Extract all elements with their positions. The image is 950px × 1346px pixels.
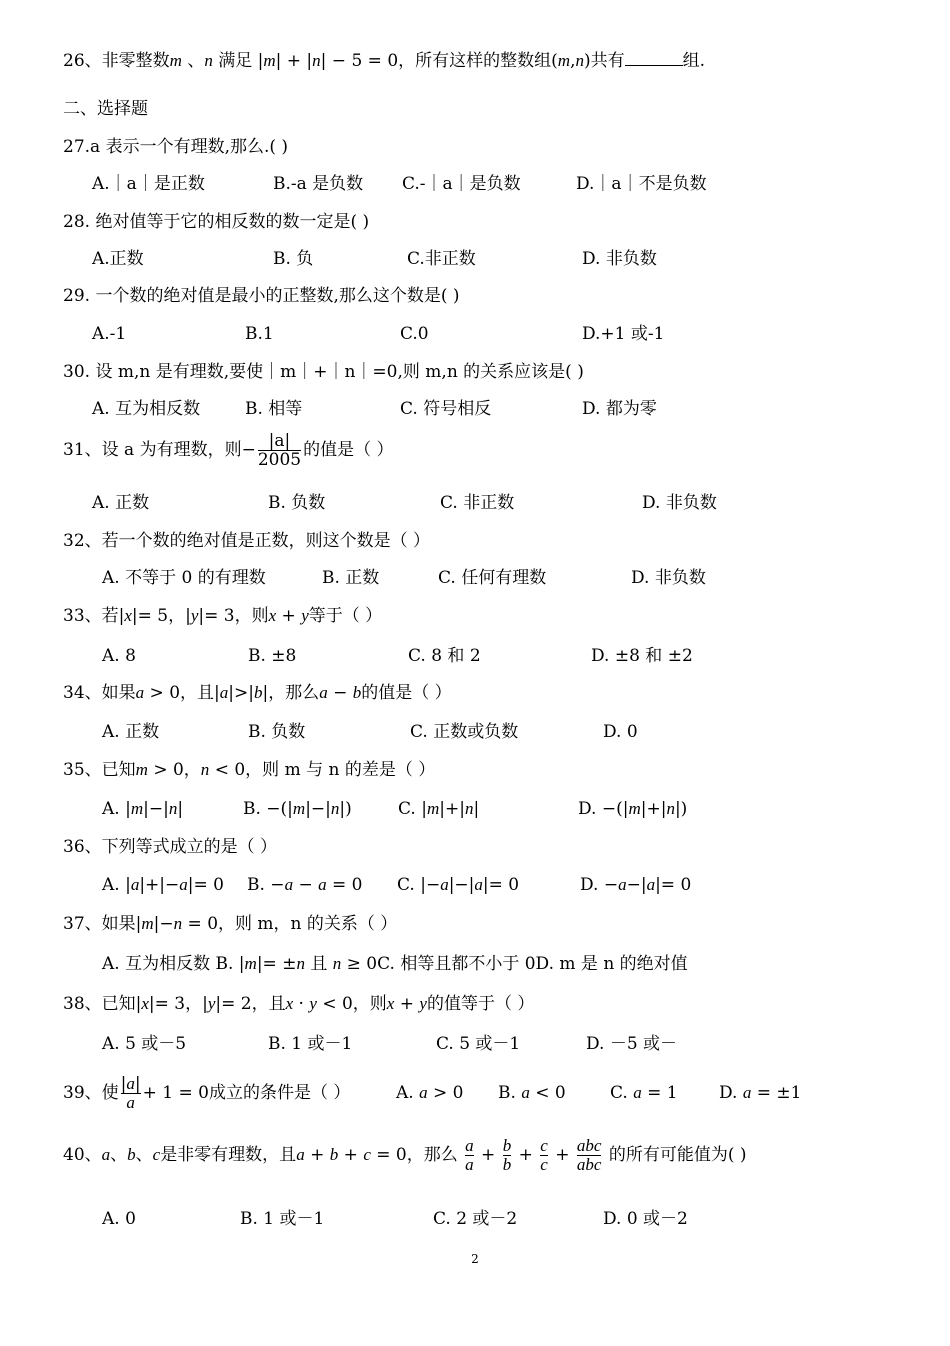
option-d[interactable]: D. 都为零 xyxy=(582,399,657,419)
option-d[interactable]: D.+1 或-1 xyxy=(582,324,665,344)
option-d[interactable]: D. −(|m|+|n|) xyxy=(578,799,688,819)
question-27-stem: 27.a 表示一个有理数,那么.( ) xyxy=(63,137,289,157)
option-a[interactable]: A. 0 xyxy=(102,1209,136,1229)
option-label: A. 互为相反数 B. xyxy=(102,954,234,974)
q38-text: ，且 xyxy=(251,994,286,1014)
q40-text: 的所有可能值为( ) xyxy=(608,1145,747,1165)
option-b[interactable]: B. −a − a = 0 xyxy=(247,875,363,895)
option-d[interactable]: D. 非负数 xyxy=(642,493,717,513)
fraction xyxy=(121,1075,141,1112)
math: a > 0 xyxy=(135,683,181,703)
q35-text: ，则 m 与 n 的差是（ ） xyxy=(245,760,436,780)
math: x + y xyxy=(386,994,427,1014)
option-a[interactable]: A.正数 xyxy=(92,249,144,269)
option-label: C. 相等且都不小于 0D. m 是 n 的绝对值 xyxy=(377,954,688,974)
math: m xyxy=(169,51,182,70)
q34-text: 的值是（ ） xyxy=(361,683,452,703)
option-a-b[interactable]: A. 互为相反数 B. |m|= ±n 且 n ≥ 0C. 相等且都不小于 0D. m 是 n 的绝对值 xyxy=(102,954,688,974)
option-label: B. xyxy=(247,875,265,895)
q35-text: ， xyxy=(183,760,201,780)
option-d[interactable]: D. a = ±1 xyxy=(719,1083,802,1103)
option-c[interactable]: C.0 xyxy=(400,324,429,344)
math: |a|>|b| xyxy=(214,683,269,703)
option-a[interactable]: A. 正数 xyxy=(92,493,150,513)
option-a[interactable]: A. 8 xyxy=(102,646,136,666)
option-c[interactable]: C.非正数 xyxy=(407,249,476,269)
option-label: D. xyxy=(719,1083,738,1103)
option-a[interactable]: A. 不等于 0 的有理数 xyxy=(102,568,266,588)
option-d[interactable]: D. 0 或－2 xyxy=(603,1209,688,1229)
option-c[interactable]: C. 任何有理数 xyxy=(438,568,547,588)
fraction xyxy=(258,432,301,469)
math: x + y xyxy=(268,606,309,626)
fraction xyxy=(540,1137,548,1174)
option-label: C. xyxy=(397,875,415,895)
math: + 1 = 0 xyxy=(142,1083,209,1103)
numerator: |a| xyxy=(268,431,291,451)
question-32-stem: 32、若一个数的绝对值是正数，则这个数是（ ） xyxy=(63,531,431,551)
q37-text: 37、如果 xyxy=(63,914,136,934)
q33-text: ，则 xyxy=(234,606,269,626)
q38-text: ，则 xyxy=(352,994,387,1014)
option-d[interactable]: D. 0 xyxy=(603,722,638,742)
question-30-stem: 30. 设 m,n 是有理数,要使｜m｜+｜n｜=0,则 m,n 的关系应该是( ) xyxy=(63,362,584,382)
option-b[interactable]: B. 相等 xyxy=(245,399,303,419)
math: |m|−n = 0 xyxy=(135,914,219,934)
option-b[interactable]: B.-a 是负数 xyxy=(273,174,364,194)
q33-text: 33、若 xyxy=(63,606,119,626)
q40-text: 40、 xyxy=(63,1145,102,1165)
math: m > 0 xyxy=(135,760,184,780)
fraction xyxy=(465,1137,474,1174)
option-d[interactable]: D. 非负数 xyxy=(631,568,706,588)
numerator: abc xyxy=(576,1136,602,1155)
q35-text: 35、已知 xyxy=(63,760,136,780)
denominator: c xyxy=(540,1155,548,1174)
q31-text: 31、设 a 为有理数，则 xyxy=(63,440,242,460)
question-38-stem xyxy=(63,993,950,1015)
math: |y|= 3 xyxy=(185,606,235,626)
math: |x|= 5 xyxy=(118,606,169,626)
option-c[interactable]: C. 符号相反 xyxy=(400,399,492,419)
option-a[interactable]: A.｜a｜是正数 xyxy=(92,174,205,194)
option-b[interactable]: B. −(|m|−|n|) xyxy=(243,799,352,819)
option-b[interactable]: B. 负 xyxy=(273,249,314,269)
option-a[interactable]: A.-1 xyxy=(92,324,127,344)
numerator: a xyxy=(465,1136,474,1155)
math: n < 0 xyxy=(200,760,246,780)
option-label: D. xyxy=(580,875,599,895)
q40-text: 是非零有理数，且 xyxy=(160,1145,297,1165)
section-heading: 二、选择题 xyxy=(63,99,148,119)
math: a + b + c = 0 xyxy=(296,1145,407,1165)
option-b[interactable]: B. 1 或－1 xyxy=(240,1209,325,1229)
numerator: c xyxy=(540,1136,548,1155)
option-c[interactable]: C. |m|+|n| xyxy=(398,799,480,819)
option-c[interactable]: C. 5 或－1 xyxy=(436,1034,521,1054)
option-b[interactable]: B. a < 0 xyxy=(498,1083,566,1103)
option-c[interactable]: C. |−a|−|a|= 0 xyxy=(397,875,520,895)
question-26: 26、非零整数m 、n 满足 |m| + |n| − 5 = 0，所有这样的整数组(m,n)共有 组. xyxy=(63,51,706,71)
option-b[interactable]: B. 负数 xyxy=(248,722,306,742)
option-b[interactable]: B.1 xyxy=(245,324,274,344)
question-33-stem xyxy=(63,605,950,627)
option-label: D. xyxy=(578,799,597,819)
denominator: a xyxy=(465,1155,474,1174)
q33-text: ， xyxy=(168,606,186,626)
q26-text: 26、非零整数 xyxy=(63,51,170,71)
option-a[interactable]: A. a > 0 xyxy=(396,1083,464,1103)
q26-text: 组. xyxy=(682,51,706,71)
q26-text: 共有 xyxy=(590,51,625,71)
math: |m| + |n| − 5 = 0 xyxy=(252,51,399,71)
option-b[interactable]: B. ±8 xyxy=(248,646,297,666)
q26-text: ，所有这样的整数组 xyxy=(398,51,552,71)
option-a[interactable]: A. 正数 xyxy=(102,722,160,742)
question-28-stem: 28. 绝对值等于它的相反数的数一定是( ) xyxy=(63,212,370,232)
math: |y|= 2 xyxy=(202,994,252,1014)
q34-text: ，那么 xyxy=(268,683,320,703)
numerator: b xyxy=(502,1136,512,1155)
option-label: A. xyxy=(102,875,120,895)
numerator: |a| xyxy=(120,1074,141,1094)
answer-blank[interactable] xyxy=(625,49,683,66)
math: x · y < 0 xyxy=(285,994,353,1014)
option-a[interactable]: A. 互为相反数 xyxy=(92,399,201,419)
option-b[interactable]: B. 1 或－1 xyxy=(268,1034,353,1054)
math: a − b xyxy=(319,683,362,703)
denominator: 2005 xyxy=(257,450,302,470)
math: (m,n) xyxy=(551,51,591,71)
option-c[interactable]: C. 非正数 xyxy=(440,493,515,513)
option-c[interactable]: C. 正数或负数 xyxy=(410,722,519,742)
math: n xyxy=(204,51,213,70)
q39-text: 成立的条件是（ ） xyxy=(208,1083,351,1103)
option-label: C. xyxy=(610,1083,628,1103)
option-label: C. xyxy=(398,799,416,819)
q33-text: 等于（ ） xyxy=(308,606,383,626)
option-a[interactable]: A. |m|−|n| xyxy=(102,799,184,819)
option-a[interactable]: A. |a|+|−a|= 0 xyxy=(102,875,224,895)
option-a[interactable]: A. 5 或－5 xyxy=(102,1034,187,1054)
q38-text: 38、已知 xyxy=(63,994,136,1014)
q37-text: ，则 m，n 的关系（ ） xyxy=(218,914,398,934)
question-31-stem: 31、设 a 为有理数，则− $\frac{|a|}{2005}$ 的值是（ ） xyxy=(63,431,394,470)
denominator: b xyxy=(502,1155,512,1174)
option-d[interactable]: D. 非负数 xyxy=(582,249,657,269)
option-label: A. xyxy=(396,1083,414,1103)
math: a、b、c xyxy=(101,1145,161,1165)
option-c[interactable]: C. a = 1 xyxy=(610,1083,678,1103)
option-d[interactable]: D.｜a｜不是负数 xyxy=(576,174,707,194)
question-36-stem: 36、下列等式成立的是（ ） xyxy=(63,837,278,857)
fraction xyxy=(577,1137,602,1174)
option-b[interactable]: B. 正数 xyxy=(322,568,380,588)
option-d[interactable]: D. ±8 和 ±2 xyxy=(591,646,693,666)
fraction xyxy=(503,1137,512,1174)
option-label: A. xyxy=(102,799,120,819)
question-37-stem xyxy=(63,913,950,935)
q31-text: 的值是（ ） xyxy=(303,440,394,460)
option-c[interactable]: C.-｜a｜是负数 xyxy=(402,174,521,194)
option-label: B. xyxy=(243,799,261,819)
q38-text: 的值等于（ ） xyxy=(426,994,535,1014)
question-29-stem: 29. 一个数的绝对值是最小的正整数,那么这个数是( ) xyxy=(63,286,460,306)
option-d[interactable]: D. −a−|a|= 0 xyxy=(580,875,692,895)
q34-text: ，且 xyxy=(180,683,215,703)
denominator: abc xyxy=(576,1155,602,1174)
q34-text: 34、如果 xyxy=(63,683,136,703)
q38-text: ， xyxy=(185,994,203,1014)
question-34-stem xyxy=(63,682,950,704)
option-c[interactable]: C. 8 和 2 xyxy=(408,646,481,666)
q40-text: ，那么 xyxy=(406,1145,458,1165)
question-35-stem xyxy=(63,759,950,781)
question-40-stem: 40、a、b、c是非零有理数，且a + b + c = 0，那么 $\frac{a}{a}$ + $\frac{b}{b}$ + $\frac{c}{c}$ + $\frac{\text{abc}}{\text{abc}}$ 的所有可能值为( ) xyxy=(63,1136,747,1174)
option-d[interactable]: D. －5 或－ xyxy=(586,1034,678,1054)
math: |x|= 3 xyxy=(135,994,186,1014)
question-39-stem xyxy=(63,1072,950,1114)
denominator: a xyxy=(121,1093,141,1112)
option-b[interactable]: B. 负数 xyxy=(268,493,326,513)
option-c[interactable]: C. 2 或－2 xyxy=(433,1209,518,1229)
q39-text: 39、使 xyxy=(63,1083,119,1103)
option-label: B. xyxy=(498,1083,516,1103)
page-number: 2 xyxy=(471,1252,479,1266)
q26-text: 满足 xyxy=(212,51,253,71)
